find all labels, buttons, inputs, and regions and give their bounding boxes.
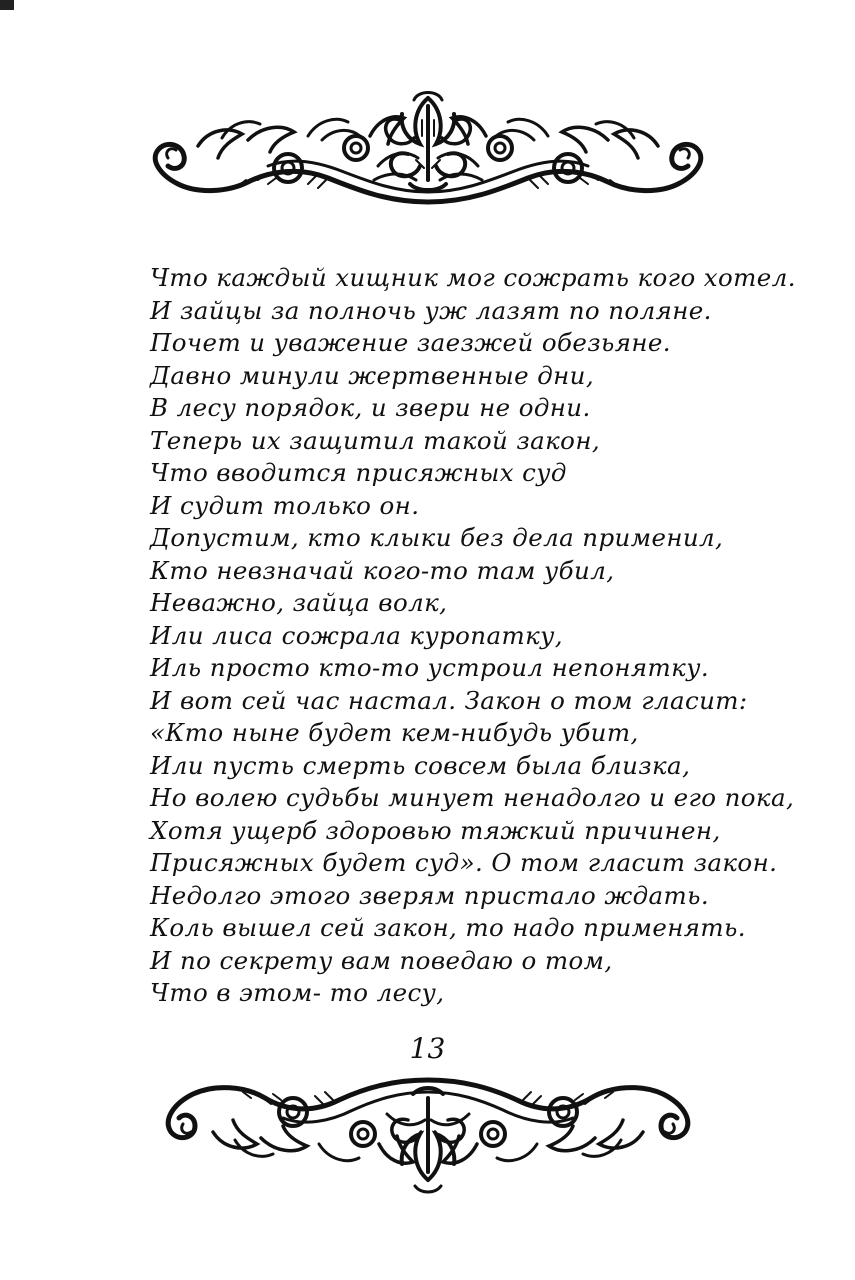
poem-line: Недолго этого зверям пристало ждать. <box>150 880 710 910</box>
poem-line: И судит только он. <box>150 490 420 520</box>
poem-line: Присяжных будет суд». О том гласит закон. <box>150 848 778 877</box>
poem-line: Или пусть смерть совсем была близка, <box>150 750 691 780</box>
poem-line: Иль просто кто-то устроил непонятку. <box>150 653 710 682</box>
poem-line: «Кто ныне будет кем-нибудь убит, <box>150 718 639 747</box>
poem-line: Хотя ущерб здоровью тяжкий причинен, <box>150 815 721 845</box>
poem-line: Но волею судьбы минует ненадолго и его пока, <box>150 783 795 812</box>
poem-line: Почет и уважение заезжей обезьяне. <box>150 328 671 357</box>
poem-line: Неважно, зайца волк, <box>150 588 448 617</box>
bottom-ornament-icon <box>143 1068 713 1198</box>
page-edge-mark <box>0 0 14 10</box>
poem-line: Что каждый хищник мог сожрать кого хотел. <box>150 263 796 292</box>
poem-line: Теперь их защитил такой закон, <box>150 425 601 455</box>
poem-text-block <box>150 262 830 1010</box>
page-number: 13 <box>409 1032 446 1065</box>
poem-line: И вот сей час настал. Закон о том гласит: <box>150 685 748 715</box>
top-ornament-icon <box>138 80 718 220</box>
poem-line: Или лиса сожрала куропатку, <box>150 620 563 650</box>
poem-line: Допустим, кто клыки без дела применил, <box>150 523 724 552</box>
poem-line: Что вводится присяжных суд <box>150 458 567 487</box>
poem-line: Давно минули жертвенные дни, <box>150 360 595 390</box>
poem-line: И зайцы за полночь уж лазят по поляне. <box>150 295 712 325</box>
poem-line: Коль вышел сей закон, то надо применять. <box>150 913 746 942</box>
poem-line: Кто невзначай кого-то там убил, <box>150 555 615 585</box>
poem-line: И по секрету вам поведаю о том, <box>150 945 613 975</box>
poem-line: В лесу порядок, и звери не одни. <box>150 393 591 422</box>
poem-line: Что в этом- то лесу, <box>150 978 445 1007</box>
